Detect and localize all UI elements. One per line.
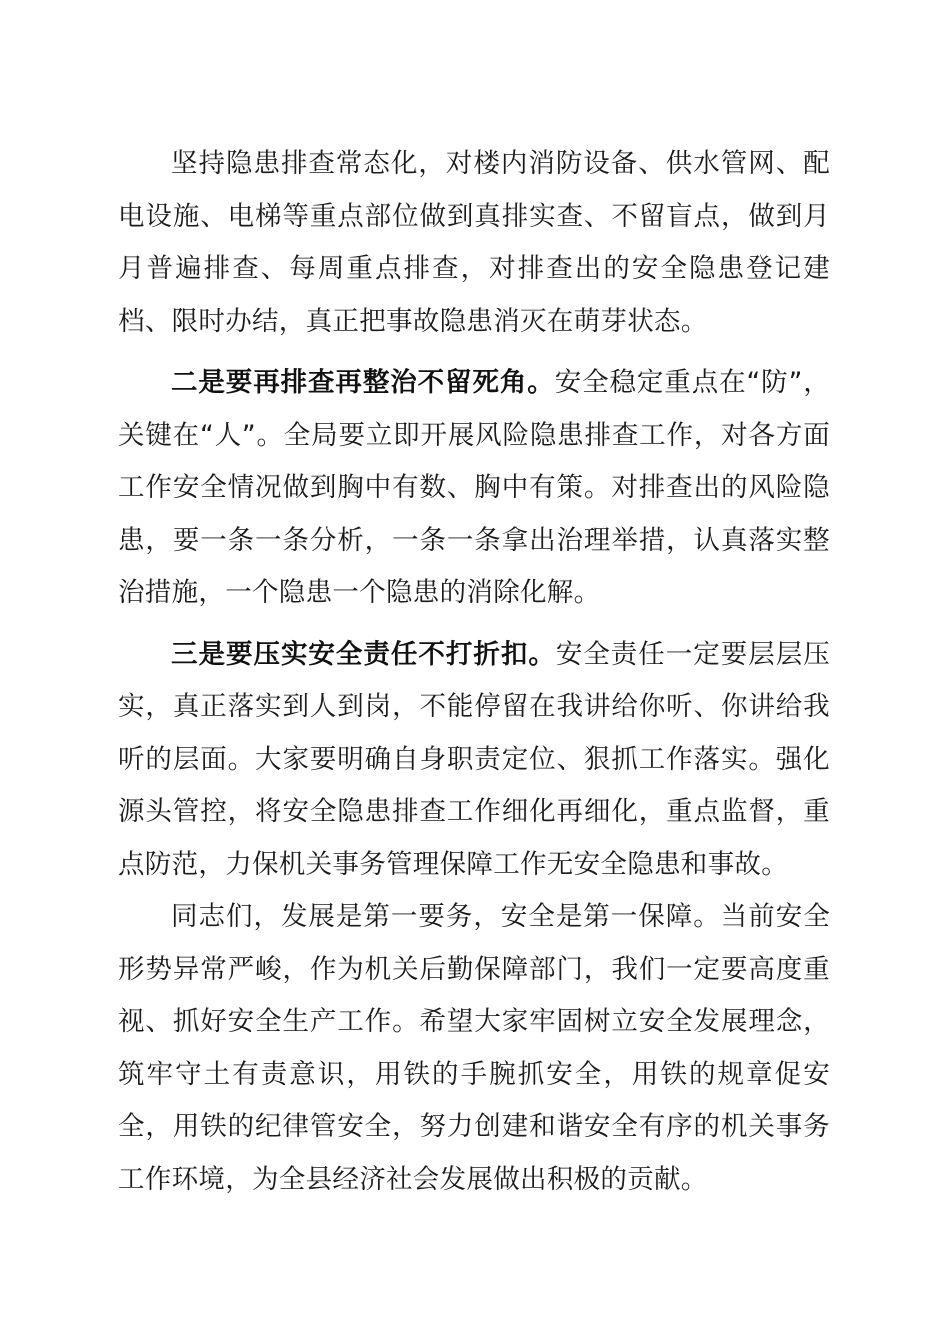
paragraph-hazard-inspection — [118, 138, 830, 348]
paragraph-text: 坚持隐患排查常态化，对楼内消防设备、供水管网、配电设施、电梯等重点部位做到真排实查、不留盲点，做到月月普遍排查、每周重点排查，对排查出的安全隐患登记建档、限时办结，真正把事故隐患消灭在萌芽状态。 — [118, 148, 830, 337]
paragraph-lead-heading: 二是要再排查再整治不留死角。 — [171, 367, 555, 398]
paragraph-closing-remarks — [118, 891, 830, 1206]
paragraph-text: 同志们，发展是第一要务，安全是第一保障。当前安全形势异常严峻，作为机关后勤保障部门，我们一定要高度重视、抓好安全生产工作。希望大家牢固树立安全发展理念，筑牢守土有责意识，用铁的手腕抓安全，用铁的规章促安全，用铁的纪律管安全，努力创建和谐安全有序的机关事务工作环境，为全县经济社会发展做出积极的贡献。 — [118, 901, 830, 1195]
paragraph-lead-heading: 三是要压实安全责任不打折扣。 — [171, 638, 556, 670]
paragraph-text: 安全稳定重点在“防”，关键在“人”。全局要立即开展风险隐患排查工作，对各方面工作安全情况做到胸中有数、胸中有策。对排查出的风险隐患，要一条一条分析，一条一条拿出治理举措，认真落实整治措施，一个隐患一个隐患的消除化解。 — [118, 367, 830, 608]
paragraph-point-two — [118, 357, 830, 620]
paragraph-point-three — [118, 629, 830, 892]
paragraph-text: 安全责任一定要层层压实，真正落实到人到岗，不能停留在我讲给你听、你讲给我听的层面。大家要明确自身职责定位、狠抓工作落实。强化源头管控，将安全隐患排查工作细化再细化，重点监督，重点防范，力保机关事务管理保障工作无安全隐患和事故。 — [118, 638, 831, 880]
document-body — [118, 138, 830, 1206]
